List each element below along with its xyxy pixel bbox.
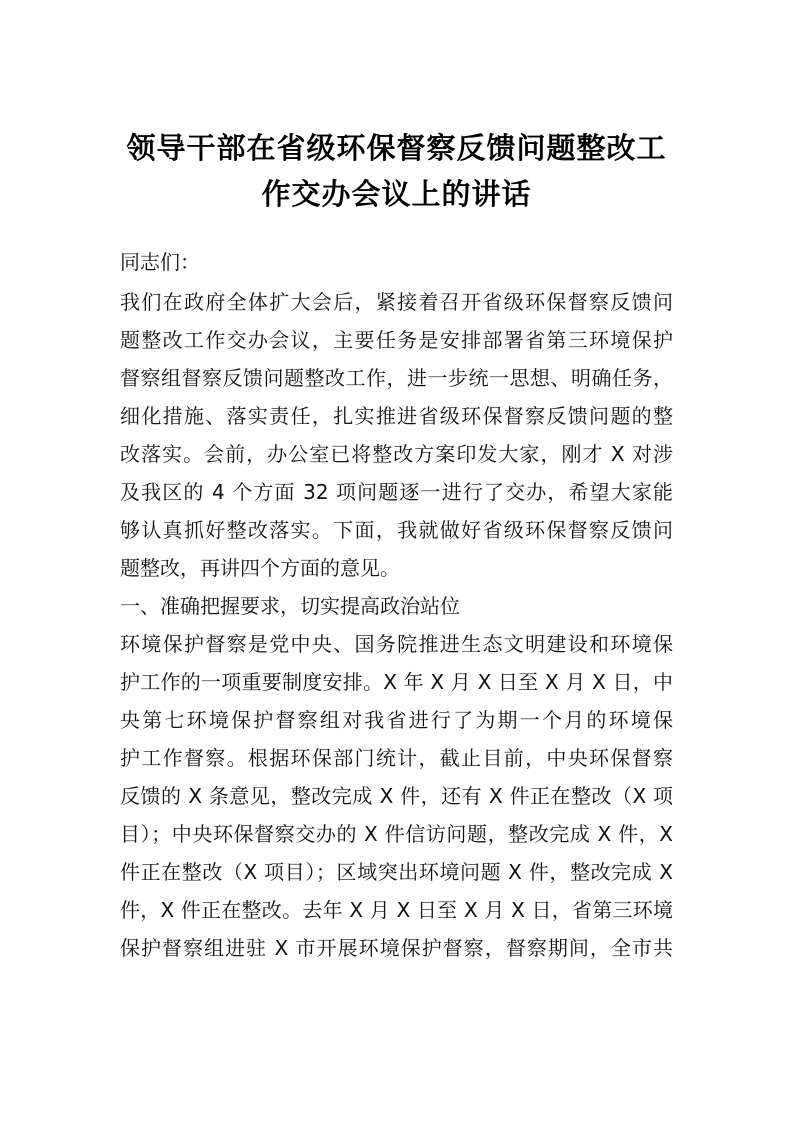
paragraph-2-line-3: 央第七环境保护督察组对我省进行了为期一个月的环境保 bbox=[120, 708, 673, 732]
paragraph-2-line-6: 目）；中央环保督察交办的 X 件信访问题，整改完成 X 件，X bbox=[120, 822, 673, 846]
paragraph-2-line-9: 保护督察组进驻 X 市开展环境保护督察，督察期间，全市共 bbox=[120, 936, 673, 960]
paragraph-1-line-6: 及我区的 4 个方面 32 项问题逐一进行了交办，希望大家能 bbox=[120, 480, 673, 504]
paragraph-2-line-7: 件正在整改（X 项目）；区域突出环境问题 X 件，整改完成 X bbox=[120, 860, 673, 884]
paragraph-1-line-1: 我们在政府全体扩大会后，紧接着召开省级环保督察反馈问 bbox=[120, 290, 673, 314]
paragraph-1-line-7: 够认真抓好整改落实。下面，我就做好省级环保督察反馈问 bbox=[120, 518, 673, 542]
paragraph-1-line-3: 督察组督察反馈问题整改工作，进一步统一思想、明确任务， bbox=[120, 366, 673, 390]
document-title-line-2: 作交办会议上的讲话 bbox=[261, 177, 532, 211]
paragraph-1-line-8: 题整改，再讲四个方面的意见。 bbox=[120, 556, 400, 580]
paragraph-2-line-4: 护工作督察。根据环保部门统计，截止目前，中央环保督察 bbox=[120, 746, 673, 770]
paragraph-2-line-8: 件，X 件正在整改。去年 X 月 X 日至 X 月 X 日，省第三环境 bbox=[120, 898, 673, 922]
paragraph-2-line-2: 护工作的一项重要制度安排。X 年 X 月 X 日至 X 月 X 日，中 bbox=[120, 670, 673, 694]
paragraph-2-line-1: 环境保护督察是党中央、国务院推进生态文明建设和环境保 bbox=[120, 632, 673, 656]
paragraph-1-line-2: 题整改工作交办会议，主要任务是安排部署省第三环境保护 bbox=[120, 328, 673, 352]
document-title-line-1: 领导干部在省级环保督察反馈问题整改工 bbox=[126, 131, 667, 165]
paragraph-1-line-4: 细化措施、落实责任，扎实推进省级环保督察反馈问题的整 bbox=[120, 404, 673, 428]
section-heading-1: 一、准确把握要求，切实提高政治站位 bbox=[120, 594, 460, 618]
paragraph-1-line-5: 改落实。会前，办公室已将整改方案印发大家，刚才 X 对涉 bbox=[120, 442, 673, 466]
salutation: 同志们： bbox=[120, 250, 200, 274]
paragraph-2-line-5: 反馈的 X 条意见，整改完成 X 件，还有 X 件正在整改（X 项 bbox=[120, 784, 673, 808]
